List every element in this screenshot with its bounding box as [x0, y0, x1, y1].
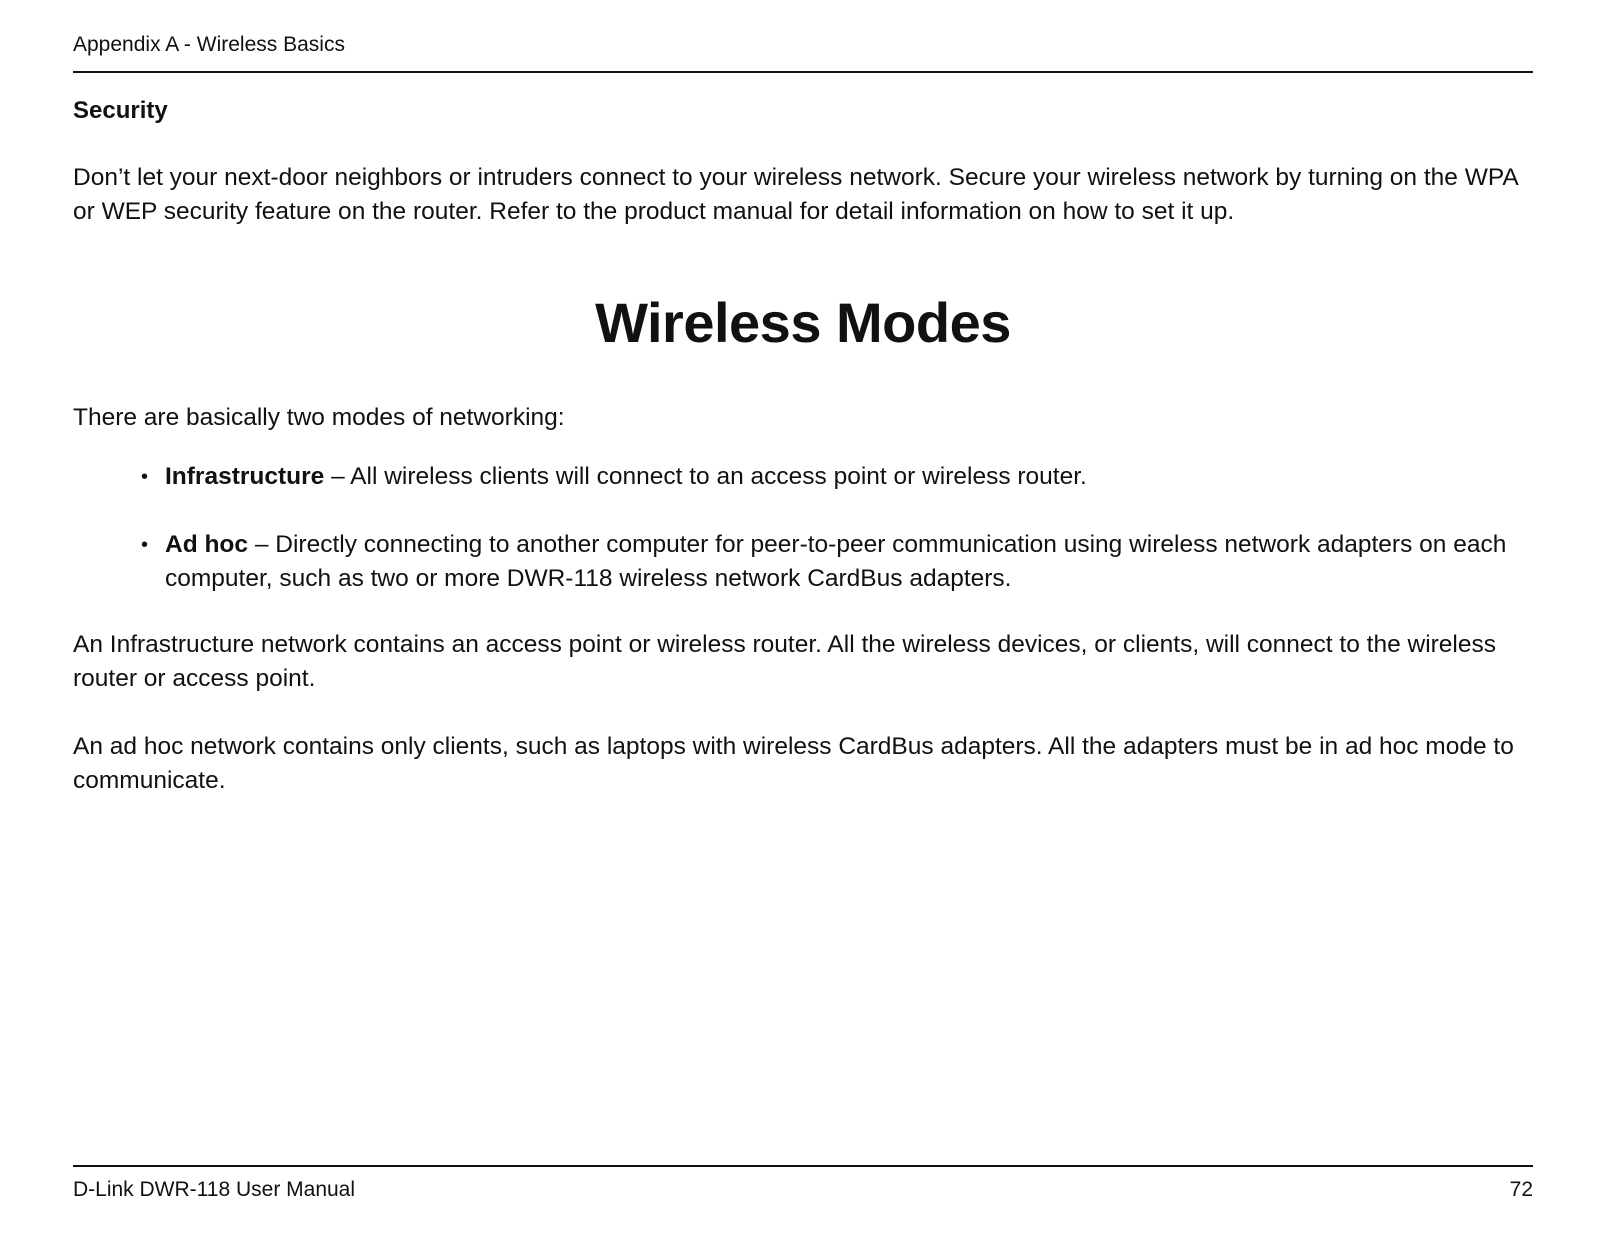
- adhoc-paragraph: An ad hoc network contains only clients, such as laptops with wireless CardBus adapters. All the adapters must be in ad hoc mode to communicate.: [73, 733, 1514, 794]
- list-item-infrastructure: [73, 460, 1533, 494]
- bullet-term: Infrastructure: [165, 463, 325, 490]
- page-title: Wireless Modes: [595, 291, 1011, 354]
- manual-page: [73, 0, 1533, 1237]
- modes-list: [73, 460, 1533, 596]
- header-rule: [73, 71, 1533, 73]
- intro-paragraph: There are basically two modes of networking:: [73, 404, 565, 431]
- running-header: Appendix A - Wireless Basics: [73, 33, 345, 56]
- bullet-icon: •: [141, 466, 149, 488]
- footer-rule: [73, 1165, 1533, 1167]
- bullet-text: – Directly connecting to another computer for peer-to-peer communication using wireless network adapters on each computer, such as two or more DWR-118 wireless network CardBus adapters.: [165, 531, 1507, 592]
- list-item-adhoc: [73, 528, 1533, 596]
- bullet-term: Ad hoc: [165, 531, 249, 558]
- bullet-text: – All wireless clients will connect to an access point or wireless router.: [324, 463, 1087, 490]
- running-footer: D-Link DWR-118 User Manual: [73, 1178, 356, 1201]
- security-paragraph: Don’t let your next-door neighbors or intruders connect to your wireless network. Secure your wireless network by turning on the WPA or WEP security feature on the router. Refer to the product manual for detail information on how to set it up.: [73, 164, 1518, 225]
- page-number: 72: [1509, 1178, 1533, 1201]
- security-heading: Security: [73, 97, 168, 124]
- infrastructure-paragraph: An Infrastructure network contains an access point or wireless router. All the wireless devices, or clients, will connect to the wireless router or access point.: [73, 631, 1496, 692]
- bullet-icon: •: [141, 534, 149, 556]
